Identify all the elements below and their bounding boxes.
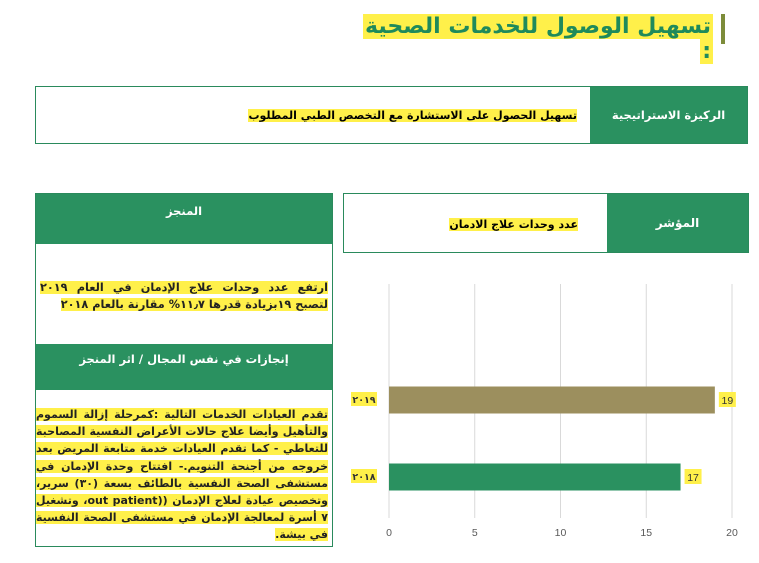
bar-chart (343, 270, 749, 550)
page-title-line1: تسهيل الوصول للخدمات الصحية (365, 14, 711, 39)
title-accent-bar (721, 14, 725, 44)
related-achievements-header: إنجازات في نفس المجال / اثر المنجز (36, 344, 332, 390)
indicator-box (343, 193, 749, 253)
x-tick-label: 15 (640, 527, 653, 539)
strategy-box (35, 86, 748, 144)
bar (389, 464, 681, 491)
x-tick-label: 10 (554, 527, 567, 539)
page-title (363, 14, 713, 64)
y-category-label: ٢٠١٩ (352, 395, 376, 406)
data-label: 19 (721, 395, 734, 407)
achievement-text-content: ارتفع عدد وحدات علاج الإدمان في العام ٢٠١٩ لتصبح ١٩بزيادة قدرها ١١٫٧% مقارنة بالعام ٢٠١٨ (40, 281, 328, 311)
y-category-label: ٢٠١٨ (352, 472, 376, 483)
indicator-value: عدد وحدات علاج الادمان (449, 218, 578, 231)
achievement-header: المنجز (36, 194, 332, 244)
page-title-block (363, 14, 725, 64)
data-label: 17 (687, 472, 699, 484)
strategy-label: الركيزة الاستراتيجية (590, 87, 747, 143)
achievement-text (40, 279, 328, 313)
x-tick-label: 20 (726, 527, 738, 539)
x-tick-label: 0 (386, 527, 392, 539)
related-achievements-text (36, 406, 328, 544)
bar (389, 387, 715, 414)
page-title-line2: : (702, 39, 711, 64)
x-tick-label: 5 (471, 527, 478, 539)
related-achievements-text-content: تقدم العيادات الخدمات التالية :كمرحلة إزالة السموم والتأهيل وأيضا علاج حالات الأعراض النفسية المصاحبة للتعاطي - كما تقدم العيادات خدمة متابعة المريض بعد خروجه من أجنحة التنويم.- افتتاح وحدة الإدمان في مستشفى الصحة النفسية بالطائف بسعة (٣٠) سرير، وتخصيص عيادة لعلاج الإدمان ((out patient، وتشغيل ٧ أسرة لمعالجة الإدمان في مستشفى الصحة النفسية في بيشة. (36, 408, 329, 542)
indicator-label: المؤشر (607, 194, 748, 252)
achievement-panel (35, 193, 333, 547)
strategy-value: تسهيل الحصول على الاستشارة مع التخصص الطبي المطلوب (248, 109, 577, 122)
